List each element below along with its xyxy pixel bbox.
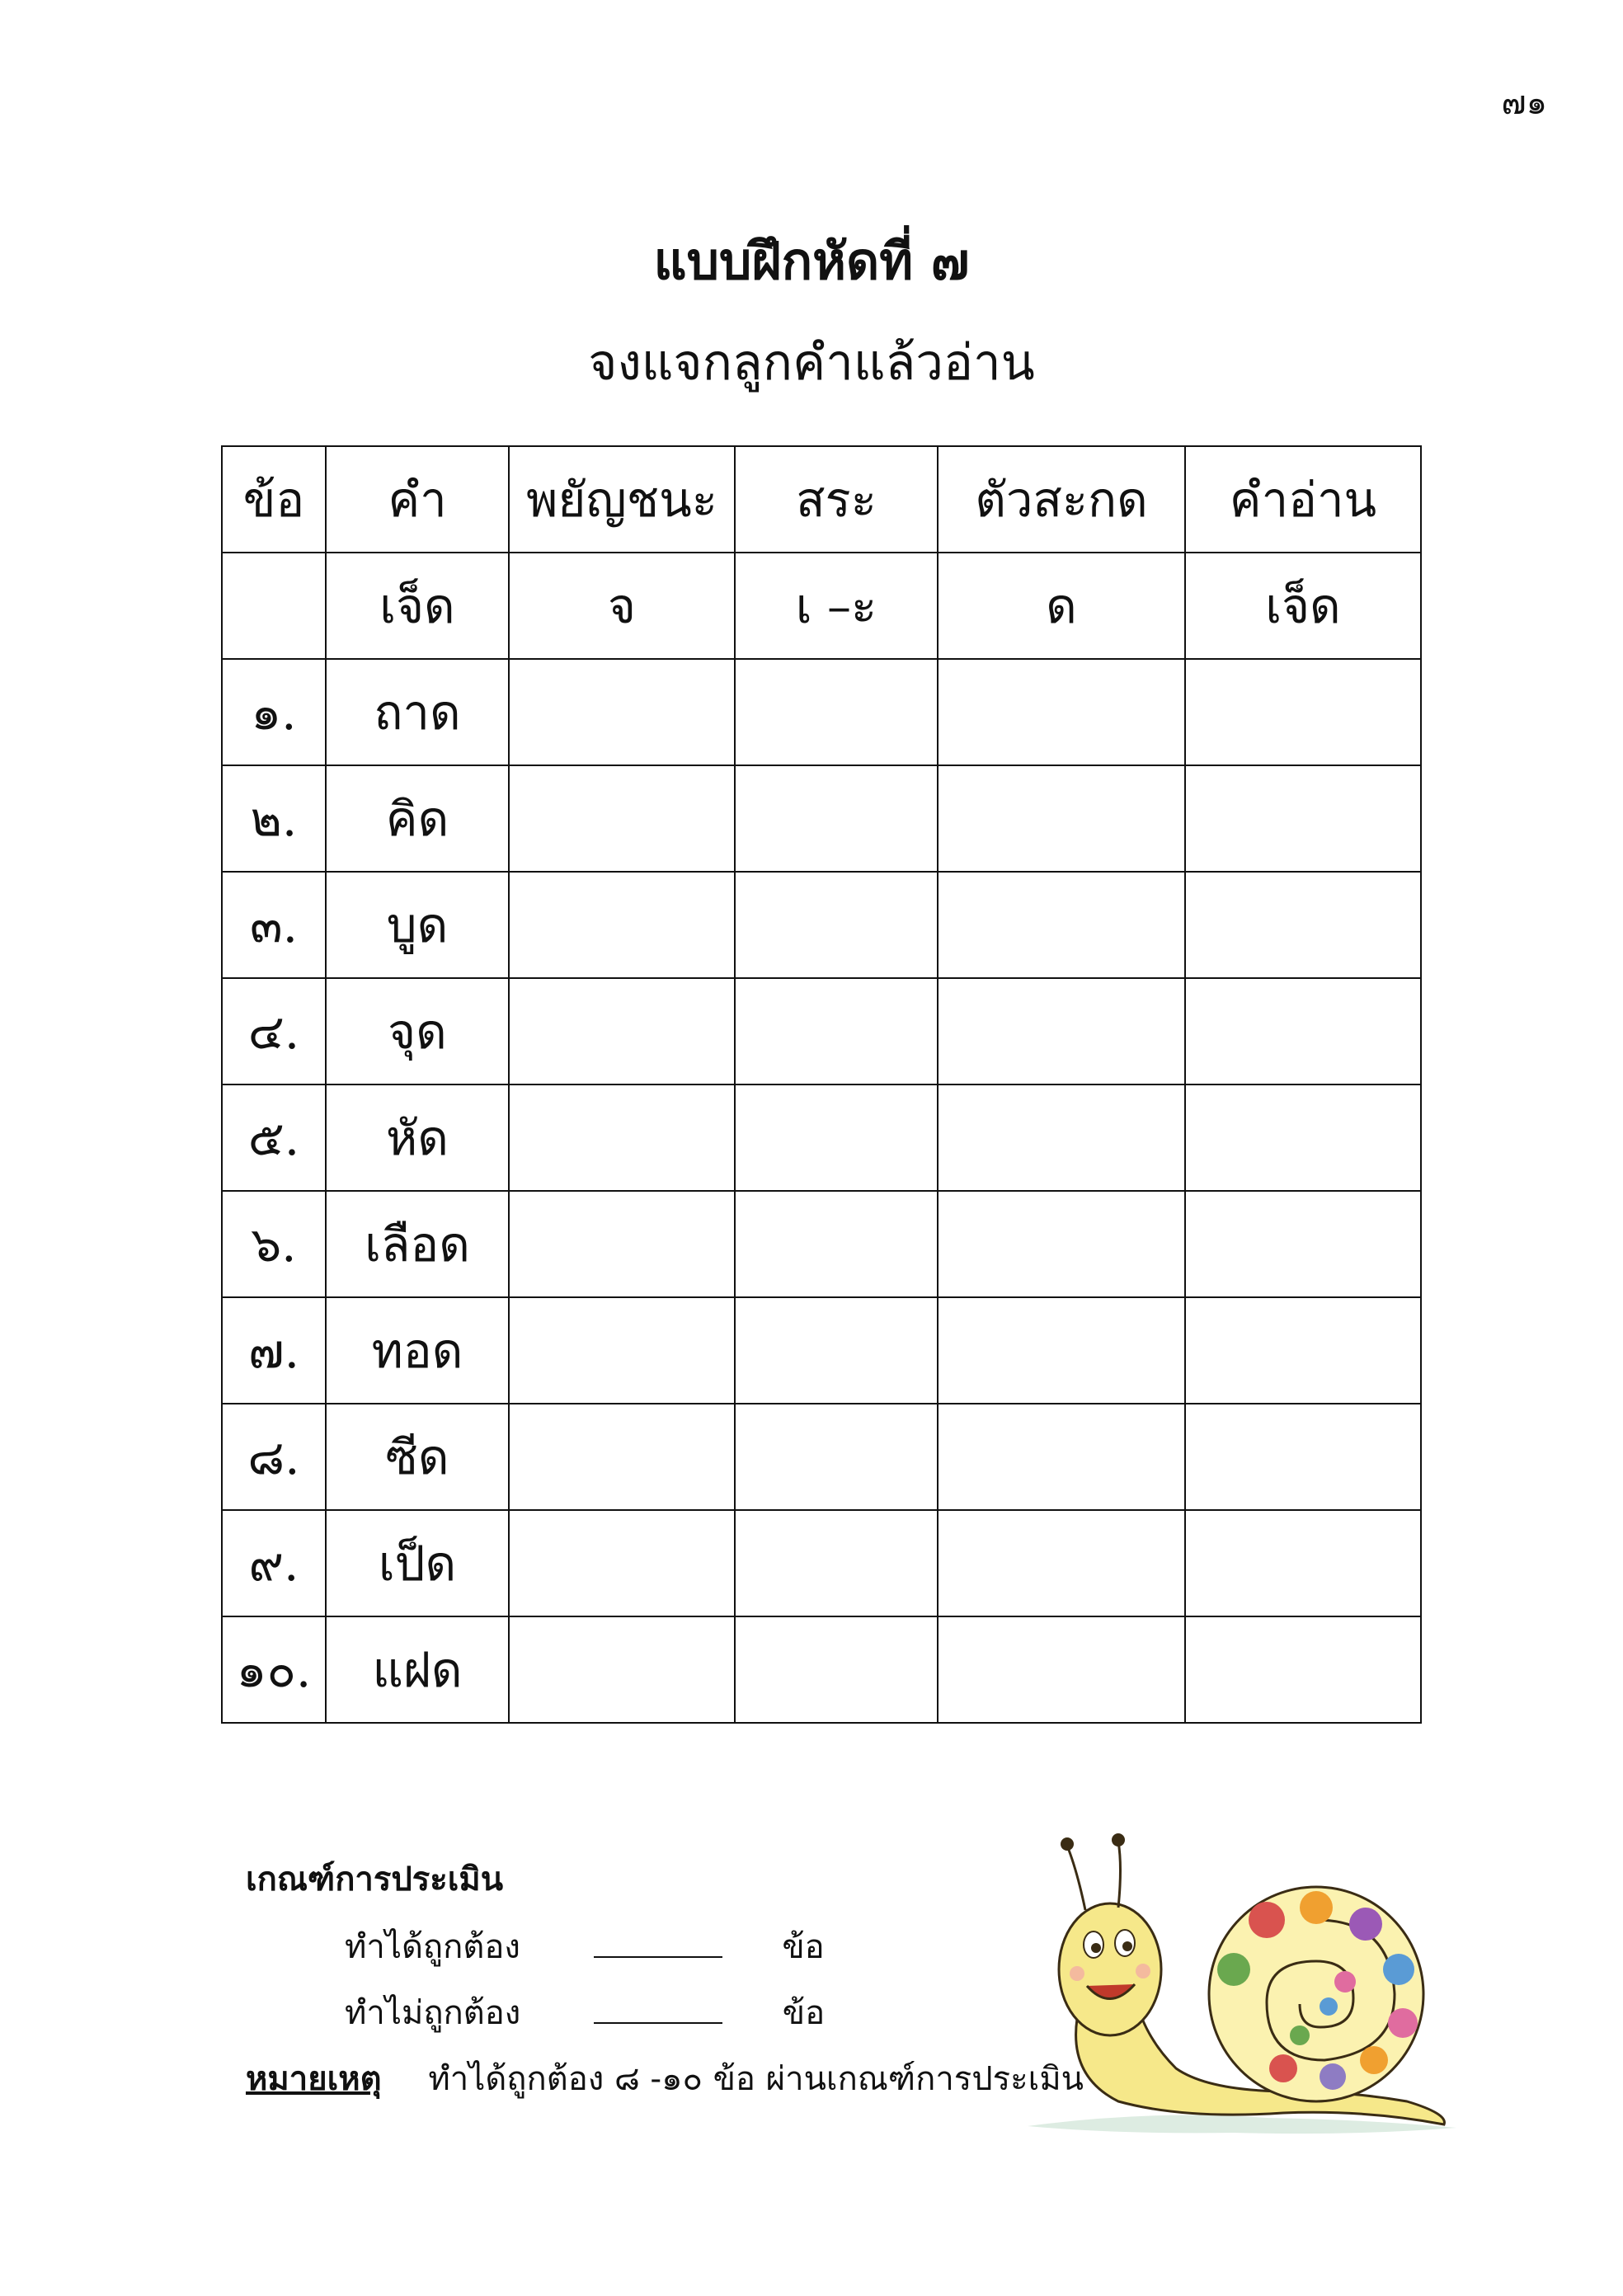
header-consonant: พยัญชนะ <box>509 446 735 553</box>
table-row <box>222 1510 1421 1616</box>
answer-cell-consonant[interactable] <box>509 1616 735 1723</box>
answer-cell-reading[interactable] <box>1185 1297 1421 1404</box>
row-word: จุด <box>326 978 509 1084</box>
header-reading: คำอ่าน <box>1185 446 1421 553</box>
answer-cell-final-consonant[interactable] <box>938 1084 1185 1191</box>
answer-cell-consonant[interactable] <box>509 1510 735 1616</box>
answer-cell-reading[interactable] <box>1185 1191 1421 1297</box>
answer-cell-vowel[interactable] <box>735 1297 938 1404</box>
row-number: ๖. <box>222 1191 326 1297</box>
row-word: คิด <box>326 765 509 872</box>
answer-cell-final-consonant[interactable] <box>938 659 1185 765</box>
header-final-consonant: ตัวสะกด <box>938 446 1185 553</box>
answer-cell-vowel[interactable] <box>735 1084 938 1191</box>
answer-cell-final-consonant[interactable] <box>938 872 1185 978</box>
table-row <box>222 659 1421 765</box>
row-number: ๑. <box>222 659 326 765</box>
answer-cell-consonant[interactable] <box>509 765 735 872</box>
row-number: ๕. <box>222 1084 326 1191</box>
example-final-consonant: ด <box>938 553 1185 659</box>
row-number: ๔. <box>222 978 326 1084</box>
answer-cell-final-consonant[interactable] <box>938 1404 1185 1510</box>
header-row <box>222 446 1421 553</box>
instruction: จงแจกลูกคำแล้วอ่าน <box>588 334 1035 392</box>
answer-cell-reading[interactable] <box>1185 659 1421 765</box>
answer-cell-reading[interactable] <box>1185 1616 1421 1723</box>
row-word: ซีด <box>326 1404 509 1510</box>
answer-cell-vowel[interactable] <box>735 1616 938 1723</box>
row-word: แฝด <box>326 1616 509 1723</box>
example-no <box>222 553 326 659</box>
correct-row <box>345 1920 825 1973</box>
row-word: ทอด <box>326 1297 509 1404</box>
row-word: เลือด <box>326 1191 509 1297</box>
example-consonant: จ <box>509 553 735 659</box>
row-number: ๒. <box>222 765 326 872</box>
criteria-title: เกณฑ์การประเมิน <box>246 1860 504 1898</box>
table-row <box>222 765 1421 872</box>
exercise-table <box>221 445 1422 1724</box>
answer-cell-consonant[interactable] <box>509 872 735 978</box>
header-vowel: สระ <box>735 446 938 553</box>
answer-cell-consonant[interactable] <box>509 1404 735 1510</box>
answer-cell-reading[interactable] <box>1185 978 1421 1084</box>
table-row <box>222 978 1421 1084</box>
note-row <box>246 2052 1084 2105</box>
answer-cell-reading[interactable] <box>1185 765 1421 872</box>
answer-cell-vowel[interactable] <box>735 1510 938 1616</box>
correct-count-blank[interactable] <box>594 1927 722 1958</box>
incorrect-label: ทำไม่ถูกต้อง <box>345 1994 521 2032</box>
table-row <box>222 1616 1421 1723</box>
example-row <box>222 553 1421 659</box>
answer-cell-consonant[interactable] <box>509 978 735 1084</box>
answer-cell-final-consonant[interactable] <box>938 765 1185 872</box>
row-number: ๗. <box>222 1297 326 1404</box>
row-word: หัด <box>326 1084 509 1191</box>
table-row <box>222 1084 1421 1191</box>
incorrect-count-blank[interactable] <box>594 1993 722 2024</box>
example-vowel: เ –ะ <box>735 553 938 659</box>
answer-cell-final-consonant[interactable] <box>938 1191 1185 1297</box>
answer-cell-reading[interactable] <box>1185 1084 1421 1191</box>
worksheet-title: แบบฝึกหัดที่ ๗ <box>653 231 970 291</box>
answer-cell-final-consonant[interactable] <box>938 1510 1185 1616</box>
snail-illustration <box>1019 1829 1465 2143</box>
example-reading: เจ็ด <box>1185 553 1421 659</box>
correct-unit: ข้อ <box>782 1928 825 1966</box>
incorrect-unit: ข้อ <box>782 1994 826 2032</box>
table-row <box>222 1404 1421 1510</box>
row-word: บูด <box>326 872 509 978</box>
example-word: เจ็ด <box>326 553 509 659</box>
answer-cell-final-consonant[interactable] <box>938 1616 1185 1723</box>
correct-label: ทำได้ถูกต้อง <box>345 1928 520 1966</box>
page-number: ๗๑ <box>1501 84 1547 122</box>
table-row <box>222 872 1421 978</box>
header-no: ข้อ <box>222 446 326 553</box>
incorrect-row <box>345 1986 825 2039</box>
note-text: ทำได้ถูกต้อง ๘ -๑๐ ข้อ ผ่านเกณฑ์การประเมิน <box>428 2060 1084 2098</box>
answer-cell-vowel[interactable] <box>735 765 938 872</box>
row-word: ถาด <box>326 659 509 765</box>
table-row <box>222 1191 1421 1297</box>
answer-cell-vowel[interactable] <box>735 1404 938 1510</box>
row-number: ๓. <box>222 872 326 978</box>
answer-cell-vowel[interactable] <box>735 978 938 1084</box>
row-word: เป็ด <box>326 1510 509 1616</box>
answer-cell-reading[interactable] <box>1185 872 1421 978</box>
row-number: ๘. <box>222 1404 326 1510</box>
answer-cell-reading[interactable] <box>1185 1404 1421 1510</box>
answer-cell-final-consonant[interactable] <box>938 978 1185 1084</box>
row-number: ๙. <box>222 1510 326 1616</box>
answer-cell-consonant[interactable] <box>509 1297 735 1404</box>
answer-cell-consonant[interactable] <box>509 1084 735 1191</box>
answer-cell-reading[interactable] <box>1185 1510 1421 1616</box>
answer-cell-vowel[interactable] <box>735 872 938 978</box>
answer-cell-final-consonant[interactable] <box>938 1297 1185 1404</box>
answer-cell-consonant[interactable] <box>509 1191 735 1297</box>
answer-cell-vowel[interactable] <box>735 659 938 765</box>
answer-cell-consonant[interactable] <box>509 659 735 765</box>
row-number: ๑๐. <box>222 1616 326 1723</box>
table-row <box>222 1297 1421 1404</box>
answer-cell-vowel[interactable] <box>735 1191 938 1297</box>
note-label: หมายเหตุ <box>246 2059 382 2098</box>
header-word: คำ <box>326 446 509 553</box>
